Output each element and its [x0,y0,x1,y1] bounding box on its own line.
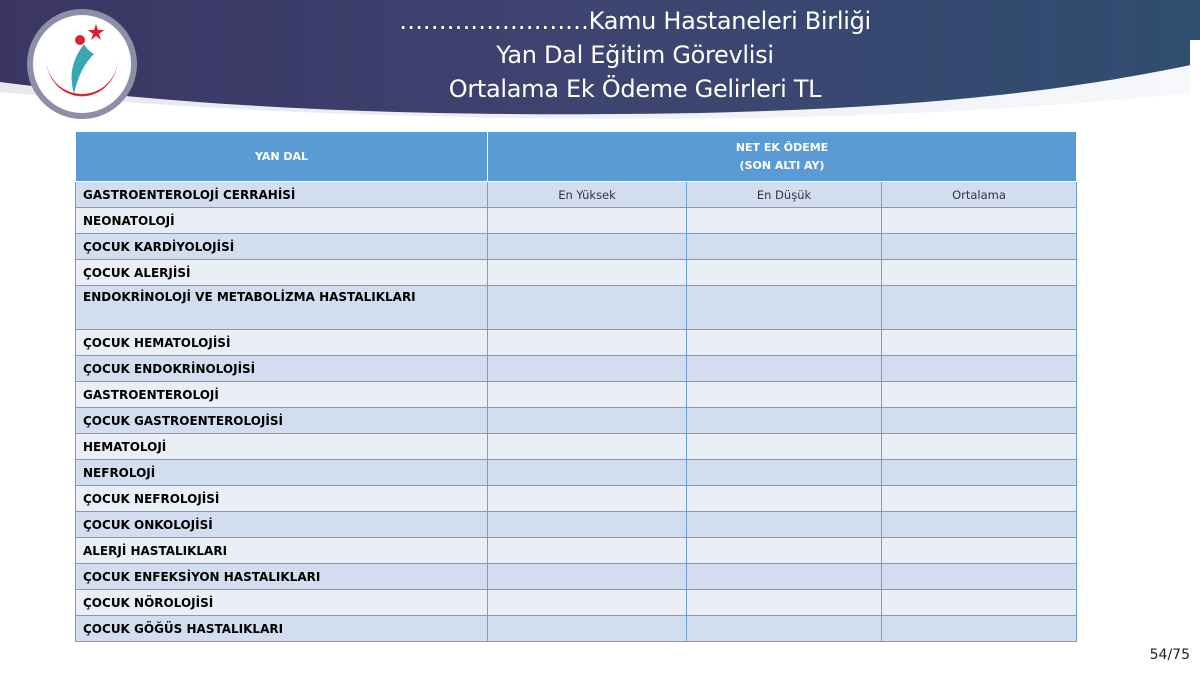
cell-en-dusuk [687,260,882,286]
cell-ortalama [882,538,1077,564]
table-row [76,286,1077,330]
ministry-logo-icon [24,6,140,120]
cell-ortalama [882,356,1077,382]
table-row [76,356,1077,382]
row-label: ALERJİ HASTALIKLARI [76,538,488,564]
header-yan-dal: YAN DAL [76,132,488,182]
table-row [76,330,1077,356]
cell-en-yuksek [488,434,687,460]
cell-ortalama [882,260,1077,286]
cell-en-dusuk [687,486,882,512]
row-label: ÇOCUK HEMATOLOJİSİ [76,330,488,356]
cell-en-dusuk [687,408,882,434]
cell-ortalama [882,486,1077,512]
slide-title [240,4,1030,106]
cell-en-yuksek [488,356,687,382]
row-label: ÇOCUK ALERJİSİ [76,260,488,286]
row-label: ÇOCUK GASTROENTEROLOJİSİ [76,408,488,434]
cell-ortalama [882,286,1077,330]
title-line-3: Ortalama Ek Ödeme Gelirleri TL [448,75,822,103]
cell-en-dusuk [687,356,882,382]
row-label: HEMATOLOJİ [76,434,488,460]
table-row [76,590,1077,616]
cell-en-dusuk [687,234,882,260]
payment-table [75,131,1076,642]
row-label: ÇOCUK ONKOLOJİSİ [76,512,488,538]
cell-en-yuksek [488,564,687,590]
cell-en-yuksek [488,590,687,616]
page-number: 54/75 [1149,647,1190,663]
table-row [76,208,1077,234]
header-net-ek-odeme [488,132,1077,182]
row-label: ÇOCUK NEFROLOJİSİ [76,486,488,512]
cell-en-yuksek [488,512,687,538]
table-row [76,460,1077,486]
cell-en-yuksek [488,330,687,356]
cell-en-yuksek [488,408,687,434]
title-line-1: ……………………Kamu Hastaneleri Birliği [399,7,871,35]
cell-ortalama [882,616,1077,642]
cell-en-yuksek [488,234,687,260]
table-row [76,234,1077,260]
row-label: NEFROLOJİ [76,460,488,486]
table-row [76,564,1077,590]
subheader-en-dusuk: En Düşük [687,182,882,208]
row-label: GASTROENTEROLOJİ [76,382,488,408]
row-label: ENDOKRİNOLOJİ VE METABOLİZMA HASTALIKLARI [76,286,488,330]
cell-ortalama [882,564,1077,590]
cell-en-dusuk [687,590,882,616]
cell-en-yuksek [488,486,687,512]
cell-en-yuksek [488,616,687,642]
cell-en-dusuk [687,460,882,486]
header-net-line-2: (SON ALTI AY) [739,158,825,172]
table-row [76,260,1077,286]
subheader-en-yuksek: En Yüksek [488,182,687,208]
cell-ortalama [882,590,1077,616]
cell-en-yuksek [488,382,687,408]
table-row [76,512,1077,538]
cell-en-dusuk [687,512,882,538]
table-row [76,382,1077,408]
table-row [76,182,1077,208]
cell-ortalama [882,382,1077,408]
cell-en-yuksek [488,538,687,564]
header-banner [0,0,1200,120]
row-label: ÇOCUK ENDOKRİNOLOJİSİ [76,356,488,382]
table-row [76,434,1077,460]
table-row [76,616,1077,642]
cell-ortalama [882,434,1077,460]
cell-en-dusuk [687,382,882,408]
cell-en-yuksek [488,286,687,330]
row-label: GASTROENTEROLOJİ CERRAHİSİ [76,182,488,208]
table-row [76,538,1077,564]
cell-ortalama [882,460,1077,486]
row-label: ÇOCUK GÖĞÜS HASTALIKLARI [76,616,488,642]
row-label: ÇOCUK NÖROLOJİSİ [76,590,488,616]
cell-en-dusuk [687,538,882,564]
row-label: NEONATOLOJİ [76,208,488,234]
cell-en-yuksek [488,208,687,234]
cell-ortalama [882,512,1077,538]
subheader-ortalama: Ortalama [882,182,1077,208]
cell-en-dusuk [687,208,882,234]
cell-en-dusuk [687,616,882,642]
header-net-line-1: NET EK ÖDEME [735,140,829,154]
cell-ortalama [882,330,1077,356]
cell-ortalama [882,408,1077,434]
table-row [76,408,1077,434]
cell-en-dusuk [687,286,882,330]
cell-en-yuksek [488,460,687,486]
cell-ortalama [882,234,1077,260]
title-line-2: Yan Dal Eğitim Görevlisi [496,41,774,69]
cell-en-yuksek [488,260,687,286]
row-label: ÇOCUK KARDİYOLOJİSİ [76,234,488,260]
table-row [76,486,1077,512]
cell-en-dusuk [687,434,882,460]
cell-en-dusuk [687,330,882,356]
row-label: ÇOCUK ENFEKSİYON HASTALIKLARI [76,564,488,590]
cell-en-dusuk [687,564,882,590]
cell-ortalama [882,208,1077,234]
